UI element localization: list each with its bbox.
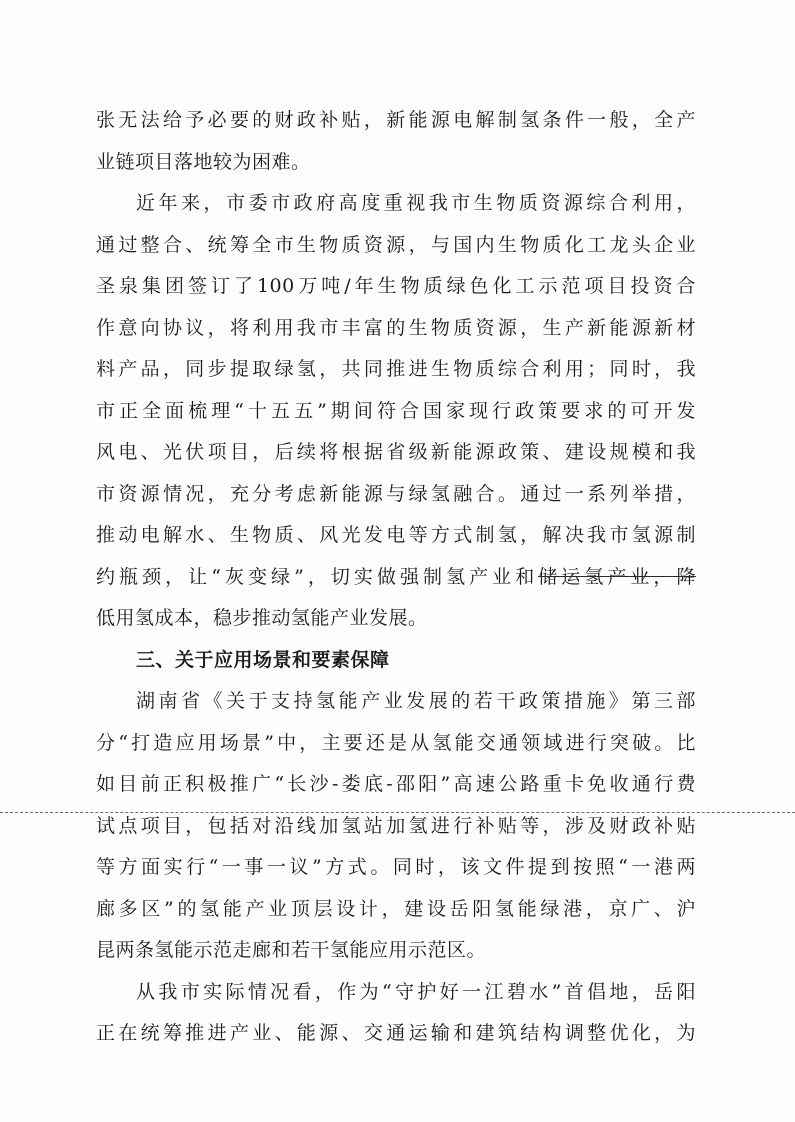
paragraph-hunan-policy <box>96 681 696 972</box>
text-line: 廊多区”的氢能产业顶层设计，建设岳阳氢能绿港，京广、沪 <box>96 897 696 920</box>
text-line: 业链项目落地较为困难。 <box>96 150 311 173</box>
struck-text: 储运氢产业，降 <box>538 565 696 588</box>
text-line: 圣泉集团签订了100万吨/年生物质绿色化工示范项目投资合 <box>96 275 696 297</box>
scan-fold-line <box>0 812 795 813</box>
text-line: 推动电解水、生物质、风光发电等方式制氢，解决我市氢源制 <box>96 524 696 546</box>
text-line: 风电、光伏项目，后续将根据省级新能源政策、建设规模和我 <box>96 441 696 463</box>
paragraph-local-situation <box>96 972 696 1055</box>
text-line: 近年来，市委市政府高度重视我市生物质资源综合利用， <box>136 192 696 214</box>
text-line: 试点项目，包括对沿线加氢站加氢进行补贴等，涉及财政补贴 <box>96 814 696 837</box>
text-line-with-strike <box>96 557 696 599</box>
text-line: 市正全面梳理“十五五”期间符合国家现行政策要求的可开发 <box>96 399 696 422</box>
document-body <box>96 100 696 1055</box>
text-line: 从我市实际情况看，作为“守护好一江碧水”首倡地，岳阳 <box>136 980 696 1003</box>
text-line: 作意向协议，将利用我市丰富的生物质资源，生产新能源新材 <box>96 316 696 339</box>
text-line: 正在统筹推进产业、能源、交通运输和建筑结构调整优化，为 <box>96 1022 696 1044</box>
text-line: 昆两条氢能示范走廊和若干氢能应用示范区。 <box>96 939 487 961</box>
text-line: 通过整合、统筹全市生物质资源，与国内生物质化工龙头企业 <box>96 233 696 256</box>
text-line: 张无法给予必要的财政补贴，新能源电解制氢条件一般，全产 <box>96 109 696 131</box>
text-line: 料产品，同步提取绿氢，共同推进生物质综合利用；同时，我 <box>96 358 696 380</box>
text-line: 如目前正积极推广“长沙-娄底-邵阳”高速公路重卡免收通行费 <box>96 773 696 795</box>
paragraph-continuation <box>96 100 696 183</box>
text-line: 分“打造应用场景”中，主要还是从氢能交通领域进行突破。比 <box>96 731 696 754</box>
text-line: 低用氢成本，稳步推动氢能产业发展。 <box>96 607 428 629</box>
text-segment: 约瓶颈，让“灰变绿”，切实做强制氢产业和 <box>96 565 539 588</box>
text-line: 等方面实行“一事一议”方式。同时，该文件提到按照“一港两 <box>96 856 696 878</box>
text-line: 市资源情况，充分考虑新能源与绿氢融合。通过一系列举措， <box>96 482 696 505</box>
paragraph-biomass <box>96 183 696 640</box>
section-heading: 三、关于应用场景和要素保障 <box>136 648 390 671</box>
text-line: 湖南省《关于支持氢能产业发展的若干政策措施》第三部 <box>136 690 696 712</box>
